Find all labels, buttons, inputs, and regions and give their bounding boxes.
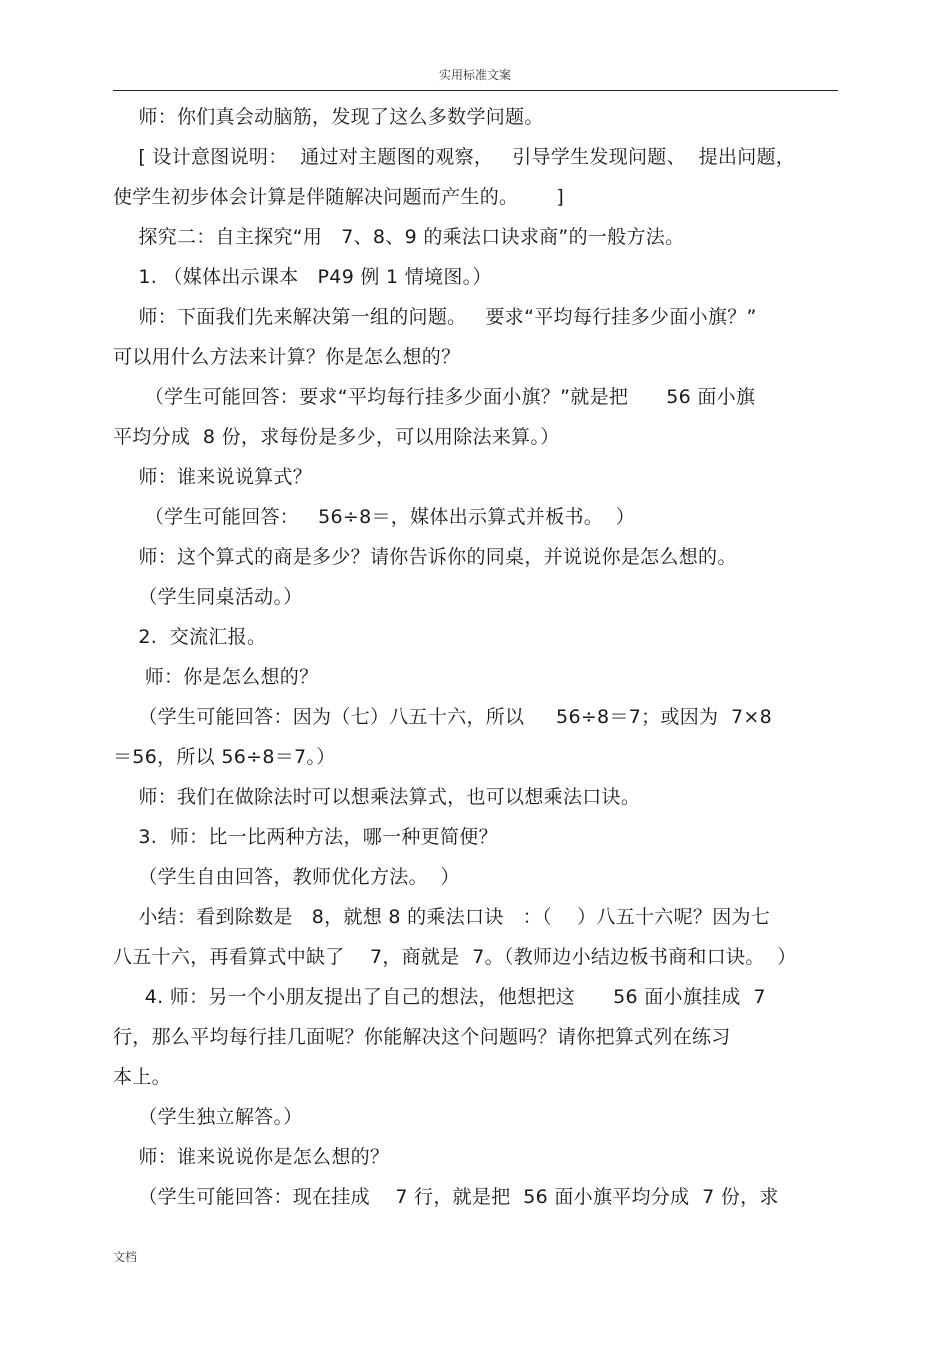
text-line: [ 设计意图说明： 通过对主题图的观察， 引导学生发现问题、 提出问题， bbox=[113, 146, 796, 168]
text-line: 师：下面我们先来解决第一组的问题。 要求“平均每行挂多少面小旗？” bbox=[113, 306, 757, 328]
page-header-title: 实用标准文案 bbox=[438, 68, 511, 82]
text-line: 师：谁来说说算式？ bbox=[113, 466, 313, 488]
page-footer-text: 文档 bbox=[113, 1250, 138, 1264]
text-line: 八五十六，再看算式中缺了 7，商就是 7。（教师边小结边板书商和口诀。 ） bbox=[113, 946, 797, 968]
text-line: 小结：看到除数是 8，就想 8 的乘法口诀 ：（ ）八五十六呢？因为七 bbox=[113, 906, 771, 928]
text-line: （学生可能回答：因为（七）八五十六，所以 56÷8＝7；或因为 7×8 bbox=[113, 706, 773, 728]
text-line: 师：你们真会动脑筋，发现了这么多数学问题。 bbox=[113, 106, 544, 128]
text-line: 本上。 bbox=[113, 1066, 171, 1088]
text-line: （学生可能回答：要求“平均每行挂多少面小旗？”就是把 56 面小旗 bbox=[113, 386, 756, 408]
text-line: ＝56，所以 56÷8＝7。） bbox=[113, 746, 336, 768]
text-line: 师：这个算式的商是多少？请你告诉你的同桌，并说说你是怎么想的。 bbox=[113, 546, 737, 568]
text-line: 师：你是怎么想的？ bbox=[113, 666, 319, 688]
document-body bbox=[113, 97, 843, 1217]
text-line: （学生独立解答。） bbox=[113, 1106, 303, 1128]
text-line: 可以用什么方法来计算？你是怎么想的？ bbox=[113, 346, 461, 368]
text-line: 探究二：自主探究“用 7、8、9 的乘法口诀求商”的一般方法。 bbox=[113, 226, 685, 248]
text-line: 4. 师：另一个小朋友提出了自己的想法，他想把这 56 面小旗挂成 7 bbox=[113, 986, 766, 1008]
text-line: 使学生初步体会计算是伴随解决问题而产生的。 ] bbox=[113, 186, 565, 208]
text-line: 1. （媒体出示课本 P49 例 1 情境图。） bbox=[113, 266, 492, 288]
header-divider bbox=[113, 90, 838, 91]
text-line: 2. 交流汇报。 bbox=[113, 626, 267, 648]
text-line: （学生可能回答：现在挂成 7 行，就是把 56 面小旗平均分成 7 份，求 bbox=[113, 1186, 779, 1208]
text-line: 平均分成 8 份，求每份是多少，可以用除法来算。） bbox=[113, 426, 560, 448]
text-line: （学生可能回答： 56÷8＝，媒体出示算式并板书。 ） bbox=[113, 506, 636, 528]
text-line: 师：我们在做除法时可以想乘法算式，也可以想乘法口诀。 bbox=[113, 786, 641, 808]
text-line: 行，那么平均每行挂几面呢？你能解决这个问题吗？请你把算式列在练习 bbox=[113, 1026, 731, 1048]
text-line: 3. 师：比一比两种方法，哪一种更简便？ bbox=[113, 826, 498, 848]
text-line: （学生同桌活动。） bbox=[113, 586, 303, 608]
text-line: （学生自由回答，教师优化方法。 ） bbox=[113, 866, 460, 888]
text-line: 师：谁来说说你是怎么想的？ bbox=[113, 1146, 390, 1168]
